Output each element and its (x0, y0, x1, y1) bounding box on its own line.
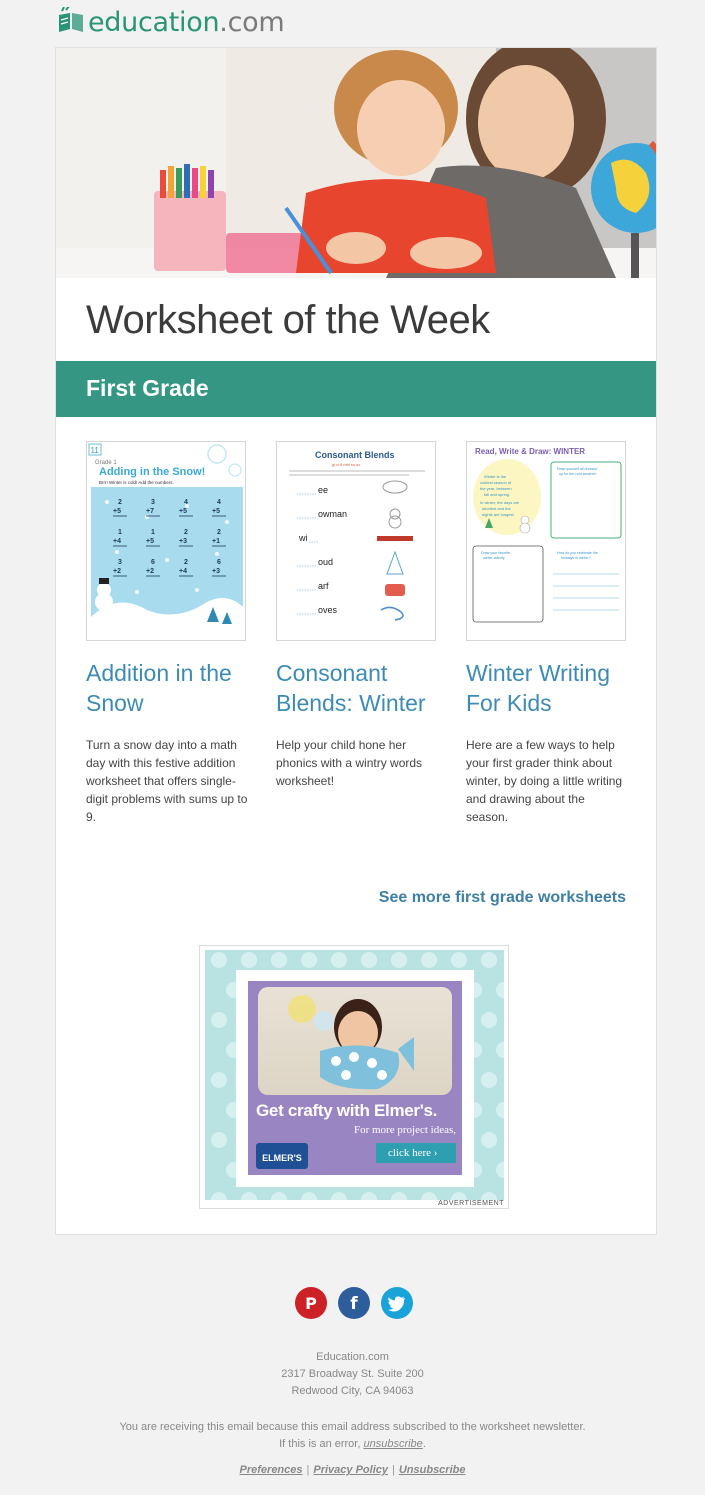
addition-problem: 2 (184, 559, 188, 566)
svg-text:nights are longest.: nights are longest. (482, 512, 515, 517)
svg-text:In winter, the days are: In winter, the days are (480, 500, 520, 505)
polka-dot (496, 1042, 504, 1058)
polka-dot (421, 952, 437, 968)
svg-text:Draw yourself all dressed: Draw yourself all dressed (557, 467, 598, 471)
blend-word: oves (318, 605, 338, 615)
worksheet-desc-winter-writing: Here are a few ways to help your first grader think about winter, by doing a little writing and drawing about the season. (466, 738, 623, 824)
addition-problem: 2 (118, 499, 122, 506)
worksheet-desc-consonant-blends: Help your child hone her phonics with a wintry words worksheet! (276, 738, 423, 788)
email-headline: Worksheet of the Week (86, 298, 490, 342)
svg-text:P: P (305, 1294, 317, 1313)
addition-problem: +4 (113, 538, 121, 545)
facebook-icon[interactable] (338, 1287, 370, 1319)
ad-subline: For more project ideas, (353, 1124, 456, 1136)
footer-notice: You are receiving this email because this email address subscribed to the worksheet newsletter. (119, 1421, 586, 1433)
polka-dot (361, 952, 377, 968)
footer-address-line1: 2317 Broadway St. Suite 200 (281, 1368, 424, 1380)
ad-click-here-button[interactable]: click here › (376, 1143, 456, 1163)
polka-dot (241, 1192, 257, 1200)
polka-dot (451, 952, 467, 968)
addition-problem: +2 (146, 568, 154, 575)
email-card (55, 47, 657, 1235)
preferences-link[interactable]: Preferences (239, 1464, 303, 1476)
ad-headline: Get crafty with Elmer's. (256, 1101, 438, 1120)
advertisement-banner[interactable] (199, 945, 509, 1209)
svg-text:Winter is the: Winter is the (484, 474, 507, 479)
polka-dot (211, 1132, 227, 1148)
worksheet-desc-addition: Turn a snow day into a math day with this festive addition worksheet that offers single-digit problems with sums up to 9. (86, 738, 248, 824)
grade-section-title: First Grade (86, 375, 209, 401)
brand-wordmark: education.com (88, 6, 285, 38)
pinterest-icon[interactable] (295, 1287, 327, 1319)
worksheet-thumbnail-consonant-blends[interactable] (276, 441, 436, 641)
addition-problem: +4 (179, 568, 187, 575)
polka-dot (211, 952, 227, 968)
twitter-icon[interactable] (381, 1287, 413, 1319)
polka-dot (391, 952, 407, 968)
addition-problem: +5 (146, 538, 154, 545)
addition-problem: 3 (118, 559, 122, 566)
addition-problem: +3 (212, 568, 220, 575)
polka-dot (331, 1192, 347, 1200)
blend-word: arf (318, 581, 329, 591)
svg-text:Brrr! Winter is cold! Add the: Brrr! Winter is cold! Add the numbers. (99, 480, 174, 485)
footer-links: Preferences | Privacy Policy | Unsubscribe (239, 1464, 466, 1476)
addition-problem: 4 (184, 499, 188, 506)
worksheet-title-consonant-blends[interactable]: Consonant Blends: Winter (276, 660, 426, 716)
polka-dot (481, 1192, 497, 1200)
worksheet-title-addition[interactable]: Addition in the Snow (86, 660, 232, 716)
ad-polka-frame (205, 950, 504, 1200)
svg-text:Consonant Blends: Consonant Blends (315, 450, 395, 460)
see-more-worksheets-link[interactable]: See more first grade worksheets (378, 889, 626, 906)
polka-dot (496, 1102, 504, 1118)
polka-dot (391, 1192, 407, 1200)
polka-dot (481, 1012, 497, 1028)
blend-word: owman (318, 509, 348, 519)
addition-problem: 2 (217, 529, 221, 536)
brand-logo[interactable] (56, 6, 284, 38)
book-icon (56, 7, 86, 37)
polka-dot (241, 952, 257, 968)
svg-text:Adding in the Snow!: Adding in the Snow! (99, 466, 206, 478)
polka-dot (451, 1192, 467, 1200)
addition-problem: 1 (151, 529, 155, 536)
polka-dot (301, 1192, 317, 1200)
polka-dot (496, 1162, 504, 1178)
svg-text:the year, between: the year, between (480, 486, 512, 491)
addition-problem: +5 (113, 508, 121, 515)
footer-company: Education.com (316, 1351, 389, 1363)
svg-text:gl cl fl mitt sn sc: gl cl fl mitt sn sc (332, 462, 361, 467)
blend-word: wi (299, 533, 308, 543)
blend-word: oud (318, 557, 334, 567)
svg-text:shortest and the: shortest and the (482, 506, 511, 511)
ad-photo (258, 987, 452, 1095)
footer-address-line2: Redwood City, CA 94063 (291, 1385, 414, 1397)
svg-text:fall and spring.: fall and spring. (484, 492, 511, 497)
polka-dot (271, 1192, 287, 1200)
svg-text:Grade 1: Grade 1 (95, 460, 117, 466)
addition-problem: 2 (184, 529, 188, 536)
polka-dot (211, 1072, 227, 1088)
addition-problem: 4 (217, 499, 221, 506)
svg-text:winter activity.: winter activity. (483, 556, 506, 560)
addition-problem: +5 (179, 508, 187, 515)
polka-dot (361, 1192, 377, 1200)
hero-image (56, 48, 656, 278)
privacy-policy-link[interactable]: Privacy Policy (313, 1464, 388, 1476)
worksheet-title-winter-writing[interactable]: Winter Writing For Kids (466, 660, 610, 716)
worksheet-thumbnail-winter-writing[interactable] (466, 441, 626, 641)
unsubscribe-link[interactable]: Unsubscribe (398, 1464, 466, 1476)
ad-label: ADVERTISEMENT (438, 1200, 504, 1207)
polka-dot (301, 952, 317, 968)
addition-problem: +2 (113, 568, 121, 575)
blend-word: ee (318, 485, 329, 495)
grade-section-bar (56, 361, 656, 417)
addition-problem: 6 (151, 559, 155, 566)
svg-text:How do you celebrate the: How do you celebrate the (557, 551, 598, 555)
svg-text:Draw your favorite: Draw your favorite (481, 551, 511, 555)
addition-problem: +3 (179, 538, 187, 545)
ad-panel (248, 981, 462, 1175)
elmers-logo: ELMER'S (256, 1143, 308, 1169)
polka-dot (271, 952, 287, 968)
svg-text:Read, Write & Draw: WINTER: Read, Write & Draw: WINTER (475, 447, 586, 456)
addition-problem: 1 (118, 529, 122, 536)
addition-problem: +5 (212, 508, 220, 515)
polka-dot (211, 1012, 227, 1028)
addition-problem: 6 (217, 559, 221, 566)
svg-text:f: f (350, 1294, 358, 1314)
worksheet-thumbnail-addition[interactable] (86, 441, 246, 641)
polka-dot (421, 1192, 437, 1200)
addition-problem: +7 (146, 508, 154, 515)
polka-dot (481, 1132, 497, 1148)
polka-dot (496, 982, 504, 998)
footer-error-line: If this is an error, unsubscribe. (279, 1438, 426, 1450)
addition-problem: +1 (212, 538, 220, 545)
polka-dot (481, 1072, 497, 1088)
polka-dot (481, 952, 497, 968)
svg-text:up for the cold weather!: up for the cold weather! (559, 472, 597, 476)
svg-text:holidays in winter?: holidays in winter? (561, 556, 591, 560)
footer-unsubscribe-inline-link[interactable]: unsubscribe (363, 1438, 423, 1450)
polka-dot (211, 1192, 227, 1200)
addition-problem: 3 (151, 499, 155, 506)
polka-dot (331, 952, 347, 968)
svg-text:coldest season of: coldest season of (480, 480, 512, 485)
thumb-number: 11 (90, 446, 99, 455)
